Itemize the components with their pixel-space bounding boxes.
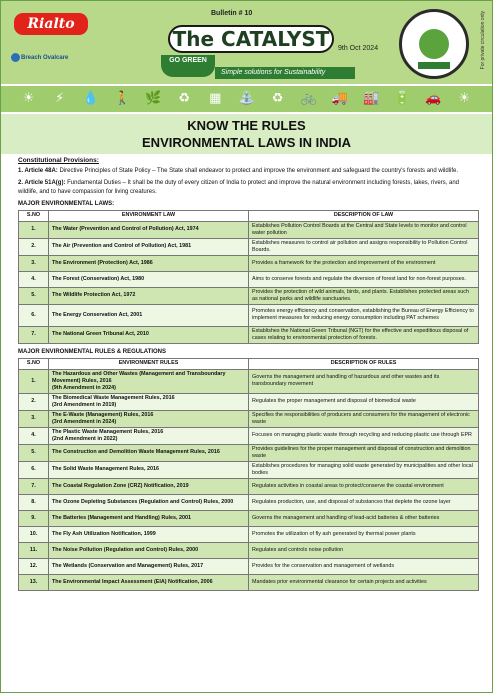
rule-amendment: (3rd Amendment in 2019) <box>52 401 117 408</box>
article-51ag <box>18 179 478 198</box>
leaf-icon: 🌿 <box>145 91 162 106</box>
row-number: 13. <box>19 574 49 590</box>
article-51ag-text: Fundamental Duties – It shall be the duty of every citizen of India to protect and improve the natural environment including forests, lakes, rivers, and wildlife, and to have compassion for living creatures. <box>18 179 460 195</box>
table-row <box>19 574 479 590</box>
rules-table <box>18 358 479 591</box>
rule-description: Regulates production, use, and disposal of substances that deplete the ozone layer <box>249 494 479 510</box>
law-name: The Water (Prevention and Control of Pollution) Act, 1974 <box>49 221 249 238</box>
table-row <box>19 526 479 542</box>
row-number: 5. <box>19 287 49 304</box>
solar-panel-icon: ▦ <box>209 91 222 106</box>
tagline: Simple solutions for Sustainability <box>215 67 355 79</box>
row-number: 6. <box>19 304 49 326</box>
rule-description: Governs the management and handling of lead-acid batteries & other batteries <box>249 510 479 526</box>
laws-heading: MAJOR ENVIRONMENTAL LAWS: <box>18 200 115 207</box>
rule-title: The Biomedical Waste Management Rules, 2016 <box>52 394 175 401</box>
rule-name <box>49 444 249 461</box>
law-name: The Environment (Protection) Act, 1986 <box>49 255 249 271</box>
rule-title: The Hazardous and Other Wastes (Management and Transboundary Movement) Rules, 2016 <box>52 370 226 384</box>
rule-description: Establishes procedures for managing solid waste generated by municipalities and other local bodies <box>249 461 479 478</box>
rule-description: Governs the management and handling of hazardous and other wastes and its transboundary movement <box>249 369 479 393</box>
breach-logo-icon <box>11 53 20 62</box>
wind-turbine-icon: ⚡ <box>55 91 65 106</box>
rule-description: Mandates prior environmental clearance for certain projects and activities <box>249 574 479 590</box>
table-row <box>19 393 479 410</box>
header-banner <box>1 1 492 84</box>
laws-col-desc: DESCRIPTION OF LAW <box>249 210 479 221</box>
rule-title: The Plastic Waste Management Rules, 2016 <box>52 428 164 435</box>
rules-heading: MAJOR ENVIRONMENTAL RULES & REGULATIONS <box>18 348 167 355</box>
rule-description: Regulates activities in coastal areas to protect/conserve the coastal environment <box>249 478 479 494</box>
table-row <box>19 410 479 427</box>
recycle-arrows-icon: ♻ <box>271 91 284 106</box>
rule-name <box>49 427 249 444</box>
row-number: 4. <box>19 427 49 444</box>
rule-name <box>49 369 249 393</box>
newsletter-title: The CATALYST <box>168 25 334 53</box>
rule-name <box>49 574 249 590</box>
article-48a-label: 1. Article 48A: <box>18 168 58 174</box>
rule-description: Provides guidelines for the proper management and disposal of construction and demolition waste <box>249 444 479 461</box>
rule-description: Specifies the responsibilities of producers and consumers for the management of electronic waste <box>249 410 479 427</box>
row-number: 5. <box>19 444 49 461</box>
law-name: The Energy Conservation Act, 2001 <box>49 304 249 326</box>
article-content <box>18 157 478 591</box>
rule-title: The Batteries (Management and Handling) Rules, 2001 <box>52 514 191 521</box>
row-number: 1. <box>19 221 49 238</box>
row-number: 3. <box>19 255 49 271</box>
row-number: 12. <box>19 558 49 574</box>
table-row <box>19 558 479 574</box>
rules-col-desc: DESCRIPTION OF RULES <box>249 358 479 369</box>
law-description: Establishes the National Green Tribunal (NGT) for the effective and expeditious disposal of cases relating to environmental protection of forests. <box>249 326 479 343</box>
rule-name <box>49 494 249 510</box>
article-51ag-label: 2. Article 51A(g): <box>18 179 66 186</box>
rule-name <box>49 478 249 494</box>
rule-title: The Wetlands (Conservation and Management) Rules, 2017 <box>52 562 204 569</box>
rule-amendment: (9th Amendment in 2024) <box>52 384 116 391</box>
table-row <box>19 221 479 238</box>
rule-description: Promotes the utilization of fly ash generated by thermal power plants <box>249 526 479 542</box>
battery-icon: 🔋 <box>394 91 411 106</box>
table-row <box>19 461 479 478</box>
row-number: 8. <box>19 494 49 510</box>
car-icon: 🚗 <box>425 91 442 106</box>
eco-icon-bar <box>1 86 492 112</box>
rating-seal-icon <box>399 9 469 79</box>
rule-name <box>49 393 249 410</box>
law-description: Provides a framework for the protection and improvement of the environment <box>249 255 479 271</box>
row-number: 9. <box>19 510 49 526</box>
rule-name <box>49 510 249 526</box>
table-row <box>19 444 479 461</box>
rule-title: The Fly Ash Utilization Notification, 1999 <box>52 530 156 537</box>
table-row <box>19 304 479 326</box>
rule-amendment: (2nd Amendment in 2022) <box>52 435 118 442</box>
table-row <box>19 369 479 393</box>
table-row <box>19 478 479 494</box>
issue-date: 9th Oct 2024 <box>338 45 379 52</box>
rule-title: The E-Waste (Management) Rules, 2016 <box>52 411 154 418</box>
rule-description: Regulates and controls noise pollution <box>249 542 479 558</box>
row-number: 3. <box>19 410 49 427</box>
article-48a <box>18 167 478 177</box>
rule-name <box>49 461 249 478</box>
truck-icon: 🚚 <box>331 91 348 106</box>
rule-title: The Solid Waste Management Rules, 2016 <box>52 466 160 472</box>
row-number: 2. <box>19 393 49 410</box>
go-green-badge: GO GREEN <box>161 55 215 77</box>
factory-icon: 🏭 <box>362 91 380 106</box>
rule-name <box>49 558 249 574</box>
bulletin-number: Bulletin # 10 <box>211 10 253 17</box>
table-row <box>19 427 479 444</box>
table-row <box>19 271 479 287</box>
title-line-1: KNOW THE RULES <box>187 118 306 133</box>
row-number: 7. <box>19 478 49 494</box>
row-number: 11. <box>19 542 49 558</box>
row-number: 6. <box>19 461 49 478</box>
rule-description: Regulates the proper management and disposal of biomedical waste <box>249 393 479 410</box>
rule-name <box>49 542 249 558</box>
private-circulation-note: For private circulation only <box>480 11 486 70</box>
rule-amendment: (3rd Amendment in 2024) <box>52 418 117 425</box>
law-name: The Wildlife Protection Act, 1972 <box>49 287 249 304</box>
person-icon: 🚶 <box>113 91 131 106</box>
law-description: Provides the protection of wild animals, birds, and plants. Establishes protected areas such as national parks and wildlife sanctuaries. <box>249 287 479 304</box>
table-row <box>19 510 479 526</box>
laws-col-law: ENVIRONMENT LAW <box>49 210 249 221</box>
table-row <box>19 494 479 510</box>
table-row <box>19 255 479 271</box>
row-number: 7. <box>19 326 49 343</box>
title-line-2: ENVIRONMENTAL LAWS IN INDIA <box>142 135 351 150</box>
rule-title: The Environmental Impact Assessment (EIA) Notification, 2006 <box>52 578 213 585</box>
row-number: 2. <box>19 238 49 255</box>
laws-col-sno: S.NO <box>19 210 49 221</box>
law-description: Establishes measures to control air pollution and assigns responsibility to Pollution Control Boards. <box>249 238 479 255</box>
law-description: Promotes energy efficiency and conservation, establishing the Bureau of Energy Efficiency to implement measures for reducing energy consumption including PAT schemes <box>249 304 479 326</box>
rule-title: The Construction and Demolition Waste Management Rules, 2016 <box>52 449 220 455</box>
rule-title: The Ozone Depleting Substances (Regulation and Control) Rules, 2000 <box>52 498 234 505</box>
article-48a-text: Directive Principles of State Policy – The State shall endeavor to protect and improve the environment and safeguard the country's forests and wildlife. <box>57 168 459 174</box>
rule-description: Focuses on managing plastic waste through recycling and reducing plastic use through EPR <box>249 427 479 444</box>
table-row <box>19 238 479 255</box>
rules-col-sno: S.NO <box>19 358 49 369</box>
rialto-logo: Rialto <box>14 13 88 35</box>
row-number: 4. <box>19 271 49 287</box>
sun-icon: ☀ <box>458 91 471 106</box>
constitutional-heading: Constitutional Provisions: <box>18 157 99 164</box>
rule-title: The Coastal Regulation Zone (CRZ) Notification, 2019 <box>52 482 189 489</box>
law-name: The Air (Prevention and Control of Pollution) Act, 1981 <box>49 238 249 255</box>
seal-leaf-icon <box>419 29 449 59</box>
rule-name <box>49 526 249 542</box>
recycle-icon: ♻ <box>178 91 191 106</box>
seal-badge <box>418 62 450 69</box>
row-number: 1. <box>19 369 49 393</box>
law-description: Establishes Pollution Control Boards at the Central and State levels to monitor and control water pollution <box>249 221 479 238</box>
breach-logo-text: Breach Ovalcare <box>21 55 69 61</box>
table-row <box>19 326 479 343</box>
law-name: The Forest (Conservation) Act, 1980 <box>49 271 249 287</box>
article-title <box>1 114 492 154</box>
row-number: 10. <box>19 526 49 542</box>
faucet-icon: ⛲ <box>238 91 255 106</box>
rule-description: Provides for the conservation and management of wetlands <box>249 558 479 574</box>
laws-table <box>18 210 479 344</box>
bicycle-icon: 🚲 <box>300 91 317 106</box>
rule-name <box>49 410 249 427</box>
law-description: Aims to conserve forests and regulate the diversion of forest land for non-forest purposes. <box>249 271 479 287</box>
water-drop-icon: 💧 <box>82 91 99 106</box>
law-name: The National Green Tribunal Act, 2010 <box>49 326 249 343</box>
rules-col-rule: ENVIRONMENT RULES <box>49 358 249 369</box>
table-row <box>19 542 479 558</box>
table-row <box>19 287 479 304</box>
sun-icon: ☀ <box>22 91 35 106</box>
rule-title: The Noise Pollution (Regulation and Control) Rules, 2000 <box>52 546 199 553</box>
